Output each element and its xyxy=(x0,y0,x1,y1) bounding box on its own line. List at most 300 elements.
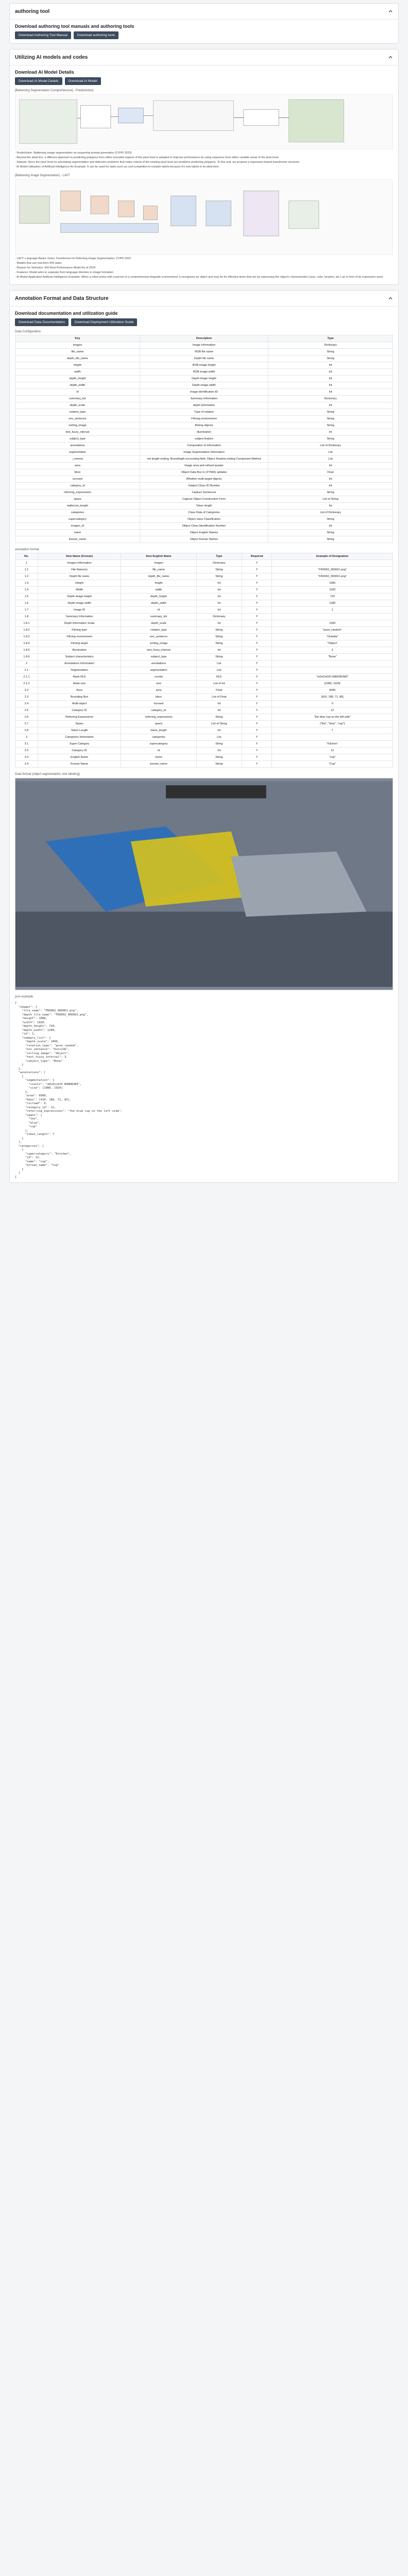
table-row xyxy=(15,463,393,469)
table-row xyxy=(15,727,393,734)
note: - Predictiction: Batteming image segmentation as sequential prompt generation (CVPR 2023) xyxy=(15,151,132,155)
table-cell: Illumination xyxy=(38,647,121,654)
table-cell: Y xyxy=(242,727,272,734)
table-cell: Y xyxy=(242,734,272,741)
table-row xyxy=(15,483,393,489)
table-cell: 1.7 xyxy=(15,607,38,614)
table-cell: String xyxy=(196,567,242,573)
table-row xyxy=(15,721,393,727)
note: - LAVT: Language-Aware Vision Transformer for Referring Image Segmentation, CVPR 2022 xyxy=(15,257,131,260)
table-cell: Filming type xyxy=(38,627,121,634)
table-cell: 2.1.2 xyxy=(15,681,38,687)
table-cell: 1.2 xyxy=(15,573,38,580)
data-configuration-table xyxy=(15,335,393,543)
chevron-up-icon[interactable] xyxy=(388,9,393,14)
table-row xyxy=(15,573,393,580)
table-cell: List of String xyxy=(268,496,393,503)
table-cell: "Object" xyxy=(272,640,393,647)
table-cell: korean_name xyxy=(121,761,197,768)
table-cell: spans xyxy=(15,496,140,503)
table-row xyxy=(15,496,393,503)
table-cell: Int xyxy=(196,620,242,627)
table-cell: List of Int xyxy=(196,681,242,687)
table-cell: String xyxy=(196,741,242,748)
table-cell: 2.5 xyxy=(15,707,38,714)
table-cell: category_id xyxy=(15,483,140,489)
table-cell: List xyxy=(196,667,242,674)
table-row xyxy=(15,701,393,707)
table-cell: Y xyxy=(242,587,272,594)
download-model-button[interactable]: Download AI Model xyxy=(65,77,101,85)
table-row xyxy=(15,707,393,714)
table-cell: category_id xyxy=(121,707,197,714)
table-cell: Depth Information Scale xyxy=(38,620,121,627)
table-cell: depth_height xyxy=(15,376,140,382)
table-cell: area xyxy=(15,463,140,469)
table-cell: Y xyxy=(242,667,272,674)
table-cell: segmentation xyxy=(15,449,140,456)
table-cell: 1.3 xyxy=(15,580,38,587)
table-cell: String xyxy=(196,627,242,634)
table-row xyxy=(15,620,393,627)
table-cell: file_name xyxy=(15,349,140,355)
note: - Reason for Selection: RIS Best Performance Model As of 2024 xyxy=(15,266,96,269)
table-cell: 3.3 xyxy=(15,754,38,761)
architecture-diagram-1-svg xyxy=(15,95,393,149)
table-cell: Float xyxy=(196,687,242,694)
table-row xyxy=(15,389,393,396)
table-cell: sorting_image xyxy=(15,422,140,429)
table-cell: annotations xyxy=(15,443,140,449)
download-documentation-button[interactable]: Download Data Documentation xyxy=(15,318,69,326)
table-row xyxy=(15,429,393,436)
table-cell: String xyxy=(196,654,242,660)
table-header-row xyxy=(15,553,393,560)
download-model-details-button[interactable]: Download AI Model Details xyxy=(15,77,62,85)
table-cell: Int xyxy=(196,727,242,734)
table-cell: Super Category xyxy=(38,741,121,748)
table-cell: images xyxy=(15,342,140,349)
table-cell: Depth image height xyxy=(38,594,121,600)
table-cell: Mask RLE xyxy=(38,674,121,681)
table-cell: String xyxy=(268,409,393,416)
table-cell: String xyxy=(196,573,242,580)
table-cell: Int xyxy=(268,503,393,510)
chevron-up-icon[interactable] xyxy=(388,296,393,301)
table-row xyxy=(15,741,393,748)
table-cell: Y xyxy=(242,687,272,694)
table-cell: Y xyxy=(242,560,272,567)
table-cell: "Kitchen" xyxy=(272,741,393,748)
table-cell: supercategory xyxy=(121,741,197,748)
table-cell: Y xyxy=(242,580,272,587)
table-cell: 2.7 xyxy=(15,721,38,727)
table-row xyxy=(15,607,393,614)
table-cell: Y xyxy=(242,674,272,681)
table-row xyxy=(15,510,393,516)
table-cell: text_fuzzy_interval xyxy=(121,647,197,654)
table-cell: name xyxy=(15,530,140,536)
table-cell: summary_list xyxy=(15,396,140,402)
note: - AI Model Application Artificial Intelligence Example: When a robot works with a person in a comprehensive-linguistic environment, it recognizes an object and may be for effective items that are by expressing the object's characteristics (size, color, location, etc.) as in form of its expression word. xyxy=(15,276,384,279)
table-cell: String xyxy=(268,536,393,543)
notes1 xyxy=(10,151,398,169)
figure2-caption: [Batteming image Segmentation] - LAVT xyxy=(15,174,70,177)
table-cell: 2.1.1 xyxy=(15,674,38,681)
table-row xyxy=(15,580,393,587)
annotation-section xyxy=(9,290,399,1183)
table-cell: bbox xyxy=(121,694,197,701)
download-manual-button[interactable]: Download Authoring Tool Manual xyxy=(15,31,71,39)
table-cell: 0 xyxy=(272,701,393,707)
table-cell: _comma xyxy=(15,456,140,463)
table-row xyxy=(15,754,393,761)
def-label: annotation format xyxy=(15,548,39,551)
table-row xyxy=(15,396,393,402)
table-cell: ["the", "blue", "cup"] xyxy=(272,721,393,727)
table-cell: Y xyxy=(242,573,272,580)
table-cell: referring_expressions xyxy=(15,489,140,496)
table-cell: Images Information xyxy=(38,560,121,567)
table-cell: Depth image width xyxy=(38,600,121,607)
notes2 xyxy=(10,257,398,284)
annotation-subtitle: Download documentation and utilization guide xyxy=(15,311,118,316)
table-cell: String xyxy=(196,634,242,640)
table-cell: Int xyxy=(196,707,242,714)
table-row xyxy=(15,530,393,536)
table-cell: "m0v01i0J5 N9MOB2M3" xyxy=(272,674,393,681)
table-row xyxy=(15,560,393,567)
table-row xyxy=(15,436,393,443)
architecture-diagram-1 xyxy=(15,94,393,149)
column-header: Item Name (Korean) xyxy=(38,553,121,560)
table-cell: depth_file_name xyxy=(15,355,140,362)
table-row xyxy=(15,422,393,429)
table-cell: depth information xyxy=(140,402,268,409)
sample-annotation-svg xyxy=(15,778,393,990)
table-cell: List of Float xyxy=(196,694,242,701)
table-cell: "FR0002_000001.png" xyxy=(272,567,393,573)
table-cell: depth_scale xyxy=(121,620,197,627)
table-cell: 1.8.5 xyxy=(15,647,38,654)
table-cell: Token length xyxy=(140,503,268,510)
note: - AI Model Utilization of Artificial Intelligence An Example: It can be used for tasks such as cost-competitor-to-compile labels because it's new labels in its ideal item. xyxy=(15,165,219,168)
table-row xyxy=(15,687,393,694)
table-cell: String xyxy=(196,754,242,761)
table-cell: Y xyxy=(242,600,272,607)
table-row xyxy=(15,523,393,530)
table-row xyxy=(15,469,393,476)
table-cell: Capture Sentences xyxy=(140,489,268,496)
table-cell: 2.1 xyxy=(15,667,38,674)
table-cell: Category ID xyxy=(38,748,121,754)
example-label: Data format (object segmentation, text labeling) xyxy=(15,773,80,776)
table-cell: supercategory xyxy=(15,516,140,523)
ai-models-subtitle: Download AI Model Details xyxy=(15,70,74,75)
table-cell: 1.4 xyxy=(15,587,38,594)
column-header: Example of Designation xyxy=(272,553,393,560)
authoring-header[interactable] xyxy=(10,4,398,20)
json-label: json example xyxy=(15,995,33,998)
table-cell: List of String xyxy=(196,721,242,727)
table-row xyxy=(15,647,393,654)
table-cell: Referring Expressions xyxy=(38,714,121,721)
column-header: Type xyxy=(196,553,242,560)
table-cell: 1.8.3 xyxy=(15,634,38,640)
ai-models-header[interactable] xyxy=(10,49,398,65)
table-cell: Y xyxy=(242,607,272,614)
sample-annotation-image xyxy=(15,778,393,990)
table-cell: 12 xyxy=(272,707,393,714)
table-cell: text_fuzzy_interval xyxy=(15,429,140,436)
table-row xyxy=(15,627,393,634)
column-header: Item English Name xyxy=(121,553,197,560)
table-cell: Class Data of Categories xyxy=(140,510,268,516)
table-cell: Depth image height xyxy=(140,376,268,382)
annotation-buttons xyxy=(15,318,393,326)
ai-models-buttons xyxy=(15,77,393,85)
table-cell: Object Data Box in (XYWH) updates xyxy=(140,469,268,476)
table-cell: Whether multi-target objects xyxy=(140,476,268,483)
table-cell: Y xyxy=(242,660,272,667)
table-cell: Image Segmentation Information xyxy=(140,449,268,456)
table-cell: Int xyxy=(268,382,393,389)
table-cell: 720 xyxy=(272,594,393,600)
table-cell: depth_height xyxy=(121,594,197,600)
table-cell: Dictionary xyxy=(196,614,242,620)
table-cell: Height xyxy=(38,580,121,587)
table-cell: Int xyxy=(196,701,242,707)
table-row xyxy=(15,503,393,510)
table-cell xyxy=(272,667,393,674)
table-cell: 1920 xyxy=(272,587,393,594)
table-row xyxy=(15,667,393,674)
table-cell: List xyxy=(268,449,393,456)
table-row xyxy=(15,416,393,422)
table-cell: Capture Object Construction Form xyxy=(140,496,268,503)
data-config-label: Data Configuration xyxy=(15,330,41,333)
table-cell: Subject Class ID Number xyxy=(140,483,268,489)
table-cell: Spans xyxy=(38,721,121,727)
table-cell: sorting_image xyxy=(121,640,197,647)
table-cell: 1.6 xyxy=(15,600,38,607)
download-tools-button[interactable]: Download authoring tools xyxy=(74,31,118,39)
table-cell: "Outside" xyxy=(272,634,393,640)
table-cell: List xyxy=(268,456,393,463)
table-cell: 1000 xyxy=(272,620,393,627)
column-header: Required xyxy=(242,553,272,560)
annotation-header[interactable] xyxy=(10,291,398,307)
table-cell: Y xyxy=(242,594,272,600)
table-cell: 3 xyxy=(272,647,393,654)
table-cell: 2.2 xyxy=(15,687,38,694)
table-cell: Int xyxy=(268,463,393,469)
table-row xyxy=(15,567,393,573)
table-row xyxy=(15,382,393,389)
table-cell: referring_expressions xyxy=(121,714,197,721)
table-cell: Y xyxy=(242,707,272,714)
table-cell xyxy=(272,560,393,567)
table-cell: Y xyxy=(242,701,272,707)
chevron-up-icon[interactable] xyxy=(388,55,393,60)
table-cell: 1.8.2 xyxy=(15,627,38,634)
authoring-section xyxy=(9,3,399,44)
table-cell: List of Dictionary xyxy=(268,443,393,449)
table-cell: annotations xyxy=(121,660,197,667)
table-cell: Int xyxy=(268,483,393,489)
table-cell: String xyxy=(268,422,393,429)
table-cell: 1 xyxy=(15,560,38,567)
table-cell: subject feature xyxy=(140,436,268,443)
table-cell: Category ID xyxy=(38,707,121,714)
table-cell: images xyxy=(121,560,197,567)
table-cell: filming objects xyxy=(140,422,268,429)
table-cell: Y xyxy=(242,694,272,701)
table-row xyxy=(15,761,393,768)
table-cell: Y xyxy=(242,721,272,727)
table-row xyxy=(15,748,393,754)
table-cell: String xyxy=(268,516,393,523)
table-cell: Int xyxy=(268,476,393,483)
table-cell xyxy=(272,734,393,741)
table-cell: categories xyxy=(15,510,140,516)
table-cell: RLE xyxy=(196,674,242,681)
download-guide-button[interactable]: Download Deployment Utilization Guide xyxy=(71,318,138,326)
table-cell: "pose_random" xyxy=(272,627,393,634)
table-cell: String xyxy=(196,761,242,768)
table-cell: Image area and refined quarter xyxy=(140,463,268,469)
table-cell: "Cup" xyxy=(272,761,393,768)
table-cell: Int xyxy=(196,748,242,754)
table-cell: List xyxy=(196,734,242,741)
table-cell: String xyxy=(268,349,393,355)
table-cell: env_sentence xyxy=(121,634,197,640)
table-cell: Dictionary xyxy=(196,560,242,567)
table-header-row xyxy=(15,335,393,342)
table-row xyxy=(15,734,393,741)
table-row xyxy=(15,714,393,721)
table-cell: token_length xyxy=(121,727,197,734)
table-cell: 1280 xyxy=(272,600,393,607)
ai-models-section xyxy=(9,49,399,285)
table-cell: Y xyxy=(242,647,272,654)
annotation-title: Annotation Format and Data Structure xyxy=(15,295,109,301)
table-cell: depth_scale xyxy=(15,402,140,409)
table-row xyxy=(15,594,393,600)
table-cell: Mask size xyxy=(38,681,121,687)
table-cell: Float xyxy=(268,469,393,476)
table-cell: RGB image height xyxy=(140,362,268,369)
table-row xyxy=(15,369,393,376)
table-cell: summary_list xyxy=(121,614,197,620)
table-cell: 1.5 xyxy=(15,594,38,600)
table-cell: Filming environment xyxy=(38,634,121,640)
table-cell: subject_type xyxy=(15,436,140,443)
table-cell: 1080 xyxy=(272,580,393,587)
table-cell: Subject characteristics xyxy=(38,654,121,660)
table-cell: korean_name xyxy=(15,536,140,543)
table-cell: images_id xyxy=(15,523,140,530)
table-cell: [410, 188, 71, 85] xyxy=(272,694,393,701)
table-row xyxy=(15,660,393,667)
table-cell: area xyxy=(121,687,197,694)
table-cell: depth_width xyxy=(121,600,197,607)
table-cell: "the blue cup on the left side" xyxy=(272,714,393,721)
table-cell: iscrowd xyxy=(15,476,140,483)
table-cell: Y xyxy=(242,754,272,761)
table-cell: Int xyxy=(268,402,393,409)
table-cell: Y xyxy=(242,714,272,721)
table-cell: Int xyxy=(196,607,242,614)
table-cell: Int xyxy=(268,362,393,369)
table-row xyxy=(15,476,393,483)
table-cell: Object English Names xyxy=(140,530,268,536)
table-cell: Segmentation xyxy=(38,667,121,674)
figure1-caption: [Batteming Segmentation Comprehensive] - Predictiction] xyxy=(15,89,94,92)
table-row xyxy=(15,342,393,349)
table-cell: image identification ID xyxy=(140,389,268,396)
note: - Dataset: Since the pixel level no annotating segmentation and detection problems that make criteria of the existing pixel level are problems predicting polygons. To this end, we propose a regression-based transformer structure. xyxy=(15,161,300,164)
table-cell: 2 xyxy=(15,660,38,667)
table-cell: bbox xyxy=(15,469,140,476)
table-row xyxy=(15,640,393,647)
table-cell: File Name(s) xyxy=(38,567,121,573)
table-cell: id xyxy=(15,389,140,396)
table-cell: width xyxy=(121,587,197,594)
table-cell: Y xyxy=(242,654,272,660)
table-cell: 1 xyxy=(272,607,393,614)
table-row xyxy=(15,402,393,409)
table-cell: Y xyxy=(242,741,272,748)
table-cell: rotation_type xyxy=(121,627,197,634)
table-row xyxy=(15,634,393,640)
table-row xyxy=(15,449,393,456)
table-cell: Filming environment xyxy=(140,416,268,422)
table-cell: name xyxy=(121,754,197,761)
note: - Models that use real-form RIS tasks xyxy=(15,262,62,265)
table-cell: Y xyxy=(242,567,272,573)
table-row xyxy=(15,443,393,449)
table-row xyxy=(15,674,393,681)
table-cell: Int xyxy=(196,580,242,587)
annotation-format-table xyxy=(15,553,393,768)
table-cell: Categories Information xyxy=(38,734,121,741)
table-cell: 2.8 xyxy=(15,727,38,734)
table-row xyxy=(15,456,393,463)
table-cell: Int xyxy=(268,376,393,382)
table-row xyxy=(15,614,393,620)
table-cell: Type of rotation xyxy=(140,409,268,416)
table-cell: Y xyxy=(242,614,272,620)
table-cell: [1080, 1920] xyxy=(272,681,393,687)
table-cell: size xyxy=(121,681,197,687)
table-cell: subject_type xyxy=(121,654,197,660)
note: - Beyond the ideal line, a different approach to predicting polygons from either bounded regions of the pixel level is adopted to improve performance by using sequence from either variable areas of the pixel level. xyxy=(15,156,279,159)
table-cell: Y xyxy=(242,640,272,647)
table-cell: "cup" xyxy=(272,754,393,761)
authoring-buttons xyxy=(15,31,393,39)
table-cell: Int xyxy=(268,429,393,436)
table-cell: file_name xyxy=(121,567,197,573)
architecture-diagram-2 xyxy=(15,179,393,255)
table-cell: Object Class Identification Number xyxy=(140,523,268,530)
table-cell: Korean Name xyxy=(38,761,121,768)
table-cell: 2.4 xyxy=(15,701,38,707)
table-cell: Int xyxy=(196,594,242,600)
table-cell: rotation_type xyxy=(15,409,140,416)
column-header: Type xyxy=(268,335,393,342)
table-row xyxy=(15,362,393,369)
